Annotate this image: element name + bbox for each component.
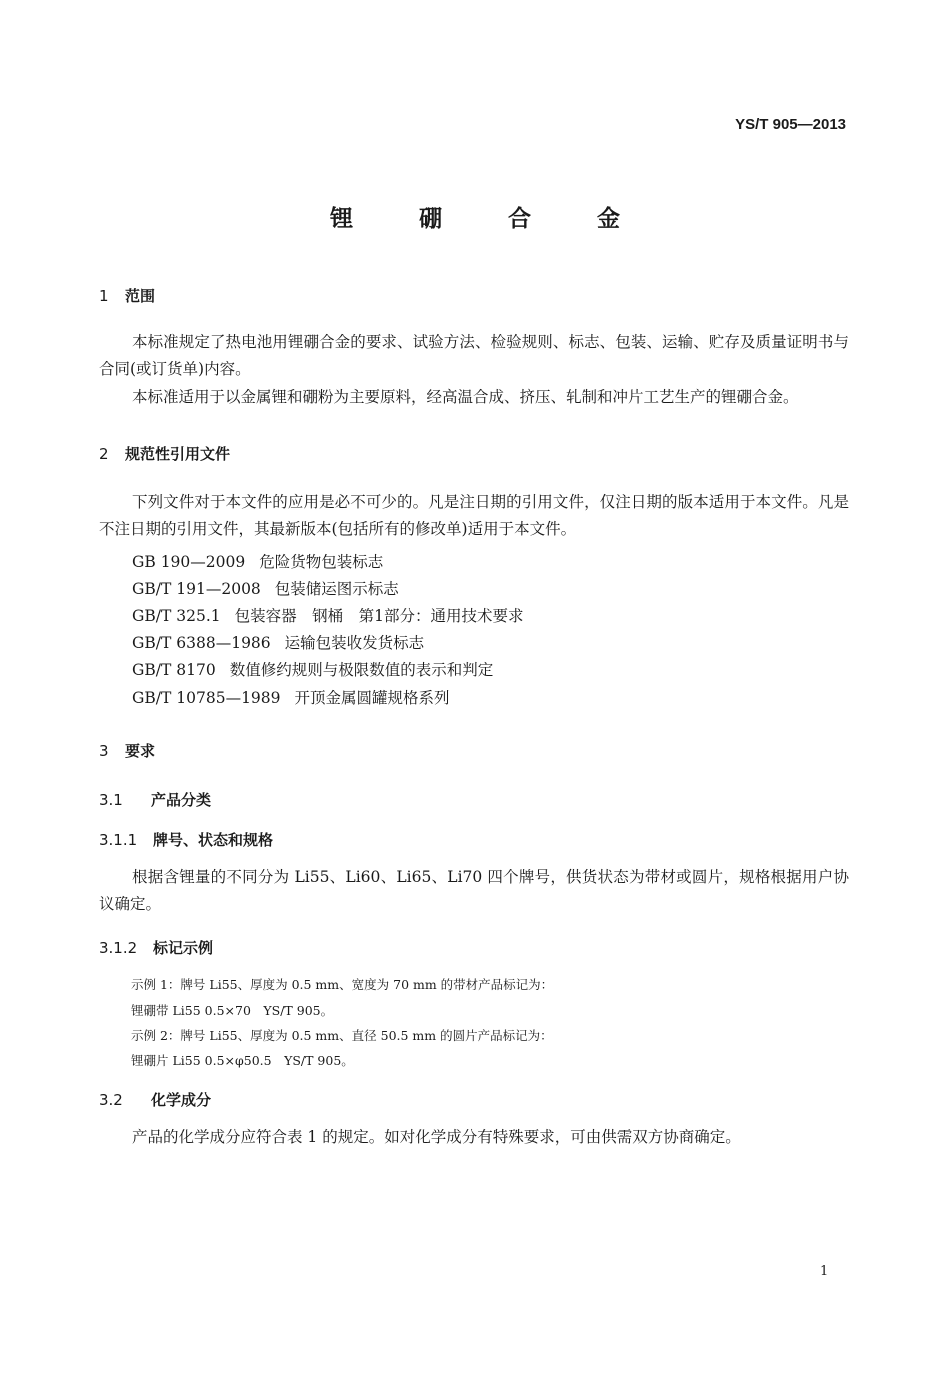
- section-number: 3: [99, 742, 109, 760]
- document-title: 锂 硼 合 金: [329, 206, 650, 232]
- reference-code: GB/T 6388—1986: [132, 634, 271, 652]
- reference-item: [132, 631, 424, 653]
- section-title: 牌号、状态和规格: [153, 831, 274, 849]
- section-title: 要求: [125, 742, 156, 760]
- reference-item: [132, 686, 450, 708]
- section-1-paragraph-2: 本标准适用于以金属锂和硼粉为主要原料，经高温合成、挤压、轧制和冲片工艺生产的锂硼合金。: [132, 388, 799, 406]
- reference-code: GB/T 325.1: [132, 607, 221, 625]
- section-3-1-1-heading: [99, 829, 273, 850]
- example-line: 锂硼片 Li55 0.5×φ50.5 YS/T 905。: [131, 1053, 354, 1068]
- section-title: 标记示例: [153, 939, 214, 957]
- reference-name: 运输包装收发货标志: [284, 634, 425, 652]
- reference-name: 开顶金属圆罐规格系列: [294, 689, 450, 707]
- section-3-heading: [99, 740, 155, 761]
- reference-code: GB/T 8170: [132, 661, 216, 679]
- section-1-heading: [99, 285, 155, 306]
- reference-code: GB/T 191—2008: [132, 580, 261, 598]
- section-3-1-heading: [99, 789, 211, 810]
- section-number: 1: [99, 287, 109, 305]
- reference-name: 数值修约规则与极限数值的表示和判定: [229, 661, 494, 679]
- section-2-intro: 下列文件对于本文件的应用是必不可少的。凡是注日期的引用文件，仅注日期的版本适用于本文件。凡是不注日期的引用文件，其最新版本(包括所有的修改单)适用于本文件。: [99, 493, 849, 538]
- section-number: 3.1: [99, 791, 123, 809]
- standard-code: YS/T 905—2013: [735, 116, 846, 133]
- reference-name: 包装储运图示标志: [274, 580, 399, 598]
- example-line: 锂硼带 Li55 0.5×70 YS/T 905。: [131, 1003, 334, 1018]
- example-line: 示例 1：牌号 Li55、厚度为 0.5 mm、宽度为 70 mm 的带材产品标记为：: [131, 977, 554, 992]
- reference-item: [132, 604, 524, 626]
- reference-code: GB 190—2009: [132, 553, 246, 571]
- section-number: 3.1.2: [99, 939, 138, 957]
- section-2-heading: [99, 443, 230, 464]
- section-title: 产品分类: [151, 791, 212, 809]
- reference-item: [132, 577, 399, 599]
- reference-code: GB/T 10785—1989: [132, 689, 281, 707]
- section-number: 2: [99, 445, 109, 463]
- section-title: 化学成分: [151, 1091, 212, 1109]
- section-title: 范围: [125, 287, 156, 305]
- reference-name: 包装容器 钢桶 第1部分：通用技术要求: [234, 607, 524, 625]
- section-number: 3.2: [99, 1091, 123, 1109]
- section-3-1-1-paragraph: 根据含锂量的不同分为 Li55、Li60、Li65、Li70 四个牌号，供货状态为带材或圆片，规格根据用户协议确定。: [99, 868, 849, 913]
- section-1-paragraph-1: 本标准规定了热电池用锂硼合金的要求、试验方法、检验规则、标志、包装、运输、贮存及质量证明书与合同(或订货单)内容。: [99, 333, 849, 378]
- reference-item: [132, 550, 383, 572]
- page-number: 1: [820, 1264, 829, 1279]
- reference-name: 危险货物包装标志: [259, 553, 384, 571]
- section-number: 3.1.1: [99, 831, 138, 849]
- section-3-2-paragraph: 产品的化学成分应符合表 1 的规定。如对化学成分有特殊要求，可由供需双方协商确定。: [132, 1128, 741, 1146]
- section-title: 规范性引用文件: [125, 445, 231, 463]
- reference-item: [132, 658, 493, 680]
- example-line: 示例 2：牌号 Li55、厚度为 0.5 mm、直径 50.5 mm 的圆片产品标记为：: [131, 1028, 553, 1043]
- section-3-1-2-heading: [99, 937, 213, 958]
- section-3-2-heading: [99, 1089, 211, 1110]
